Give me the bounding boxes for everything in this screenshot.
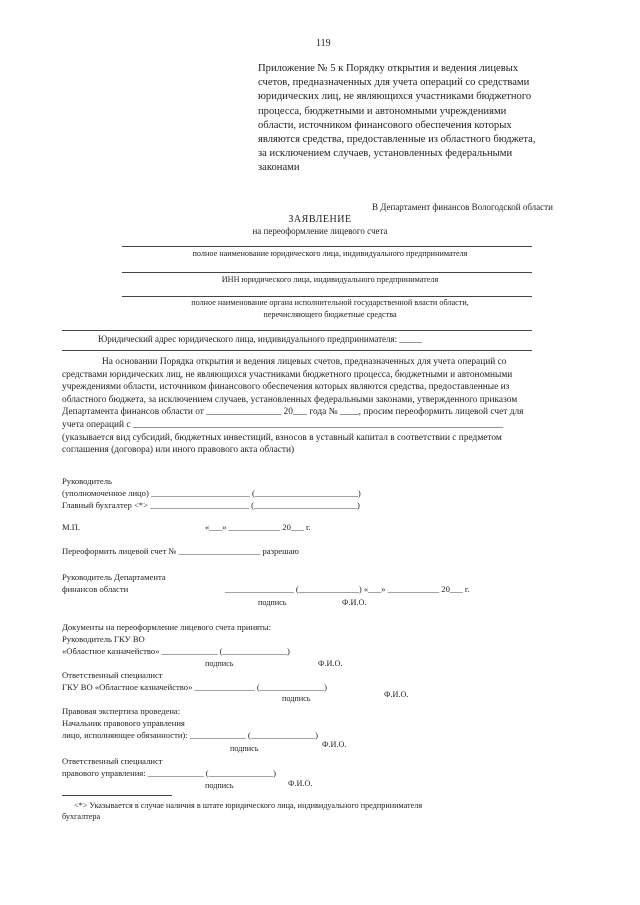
footnote-separator [62, 795, 172, 796]
appendix-line: счетов, предназначенных для учета операций со средствами [258, 77, 530, 89]
fill-line-address-top [62, 330, 532, 331]
body-line: Департамента финансов области от ________________ 20___ года № ____, просим переоформить лицевой счет для [62, 407, 524, 418]
fill-line-authority [122, 296, 532, 297]
document-subtitle: на переоформление лицевого счета [252, 226, 388, 236]
body-line: На основании Порядка открытия и ведения лицевых счетов, предназначенных для учета операций со [102, 357, 507, 367]
footnote-text-end: бухгалтера [62, 812, 101, 821]
appendix-header [258, 62, 604, 176]
body-line: (указывается вид субсидий, бюджетных инвестиций, взносов в уставный капитал в соответствии с предметом [62, 432, 502, 443]
gku-head-signature-line: «Областное казначейство» _____________ (_______________) [62, 646, 290, 656]
caption-fio: Ф.И.О. [322, 740, 347, 749]
legal-review: Правовая экспертиза проведена: [62, 706, 181, 716]
body-line: учреждениями области, источником финансового обеспечения которых являются средства, предоставленные из [62, 382, 510, 393]
caption-fio: Ф.И.О. [318, 659, 343, 668]
caption-signature: подпись [230, 744, 259, 753]
fill-line-name [122, 246, 532, 247]
body-line: учета операций с _______________________________________________________________________________ [62, 419, 504, 430]
document-title: ЗАЯВЛЕНИЕ [288, 214, 352, 225]
label-gku-head: Руководитель ГКУ ВО [62, 634, 145, 644]
date-line: «___» ____________ 20___ г. [205, 522, 311, 532]
body-line: областного бюджета, за исключением случаев, установленных федеральными законами, утвержденного приказом [62, 394, 518, 405]
appendix-line: процесса, бюджетными и автономными учреждениями [258, 105, 507, 117]
appendix-line: юридических лиц, не являющихся участниками бюджетного [258, 91, 532, 103]
accountant-signature-line: Главный бухгалтер <*> _______________________ (________________________) [62, 500, 360, 510]
label-authority-1: полное наименование органа исполнительной государственной власти области, [191, 298, 469, 307]
caption-signature: подпись [258, 598, 287, 607]
fill-line-address [62, 350, 532, 351]
label-head: Руководитель [62, 476, 112, 486]
dept-head-signature-line: ________________ (______________) «___» ____________ 20___ г. [225, 584, 470, 594]
appendix-line: являются средства, предоставленные из областного бюджета, [258, 134, 536, 146]
label-responsible: Ответственный специалист [62, 670, 163, 680]
label-authority-2: перечисляющего бюджетные средства [263, 310, 397, 319]
head-signature-line: (уполномоченное лицо) _______________________ (________________________) [62, 488, 361, 498]
label-legal-head: Начальник правового управления [62, 718, 185, 728]
page-number: 119 [316, 38, 331, 49]
body-line: средствами юридических лиц, не являющихся участниками бюджетного процесса, бюджетными и автономными [62, 369, 513, 380]
caption-fio: Ф.И.О. [384, 690, 409, 699]
label-legal-responsible: Ответственный специалист [62, 756, 163, 766]
appendix-line: законами [258, 162, 300, 174]
caption-signature: подпись [205, 659, 234, 668]
appendix-line: области, источником финансового обеспечения которых [258, 119, 512, 131]
legal-head-signature-line: лицо, исполняющее обязанности): _____________ (_______________) [62, 730, 319, 740]
label-dept-head: Руководитель Департамента [62, 572, 166, 582]
fill-line-inn [122, 272, 532, 273]
appendix-line: за исключением случаев, установленных федеральными [258, 148, 513, 160]
footnote-text: <*> Указывается в случае наличия в штате юридического лица, индивидуального предпринимателя [74, 801, 423, 810]
label-dept-finance: финансов области [62, 584, 129, 594]
reissue-line: Переоформить лицевой счет № ___________________ разрешаю [62, 546, 299, 556]
legal-responsible-signature-line: правового управления: _____________ (_______________) [62, 768, 276, 778]
docs-accepted: Документы на переоформление лицевого счета приняты: [62, 622, 271, 632]
caption-fio: Ф.И.О. [288, 779, 313, 788]
responsible-signature-line: ГКУ ВО «Областное казначейство» ______________ (_______________) [62, 682, 327, 692]
caption-signature: подпись [282, 694, 311, 703]
body-line: соглашения (договора) или иного правового акта области) [62, 445, 295, 456]
label-full-name: полное наименование юридического лица, индивидуального предпринимателя [192, 249, 468, 258]
addressee: В Департамент финансов Вологодской области [372, 202, 553, 212]
label-address: Юридический адрес юридического лица, индивидуального предпринимателя: _____ [98, 334, 422, 344]
caption-fio: Ф.И.О. [342, 598, 367, 607]
caption-signature: подпись [205, 781, 234, 790]
appendix-line: Приложение № 5 к Порядку открытия и ведения лицевых [258, 63, 519, 74]
body-paragraph [62, 356, 610, 457]
label-seal: М.П. [62, 522, 81, 532]
label-inn: ИНН юридического лица, индивидуального предпринимателя [221, 275, 439, 284]
